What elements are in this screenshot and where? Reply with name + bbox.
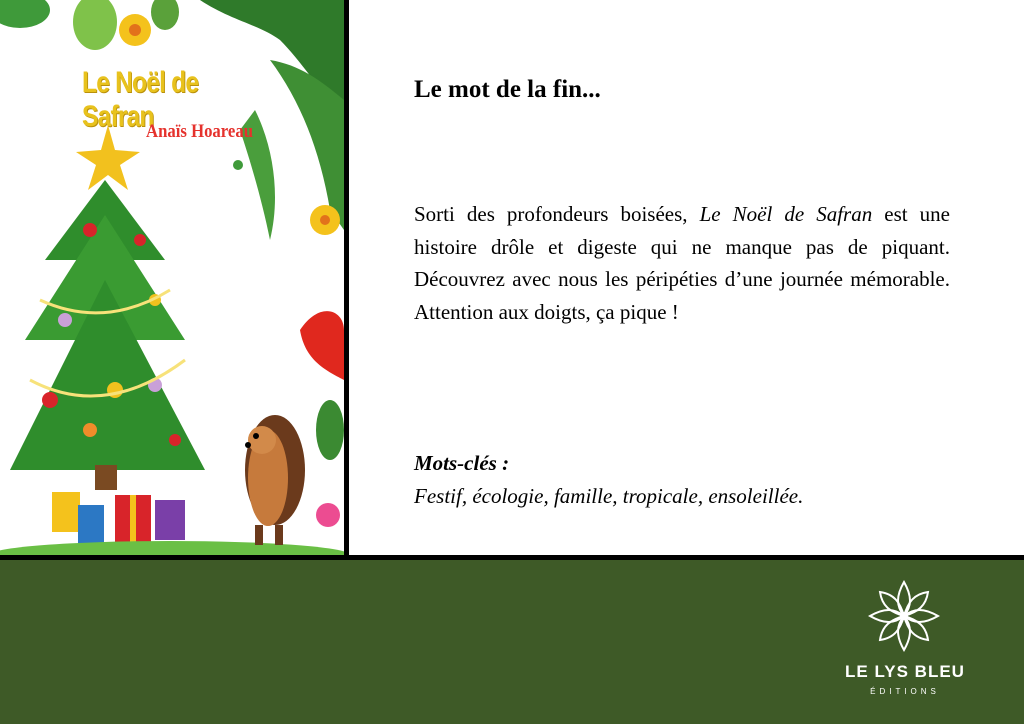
book-title-inline: Le Noël de Safran [699,202,873,226]
publisher-subtitle: ÉDITIONS [870,687,940,696]
keywords-list: Festif, écologie, famille, tropicale, ensoleillée. [414,484,804,508]
gift-box [52,492,80,532]
lily-flower-icon [866,578,942,654]
gift-box [78,505,104,547]
section-heading: Le mot de la fin... [414,76,601,103]
star-icon [76,125,140,190]
leaf-decoration [73,0,117,50]
cover-author: Anaïs Hoareau [146,121,254,142]
book-cover [0,0,344,555]
tree-trunk [95,465,117,490]
hibiscus-flower [300,311,344,380]
flower-decoration [316,503,340,527]
description-paragraph [414,198,950,328]
publisher-name: LE LYS BLEU [845,662,965,681]
vertical-divider [344,0,349,555]
keywords-label: Mots-clés : [414,451,510,475]
description-text-start: Sorti des profondeurs boisées, [414,202,700,226]
description-text-end: est une histoire drôle et digeste qui ne manque pas de piquant. Découvrez avec nous les péripéties d’une journée mémorable. Attention aux doigts, ça pique ! [414,202,950,324]
cover-logo-icon [233,160,243,170]
leaf-decoration [0,0,50,28]
cover-title: Le Noël de Safran [82,66,199,133]
gift-box [155,500,185,540]
ornament [83,223,97,237]
